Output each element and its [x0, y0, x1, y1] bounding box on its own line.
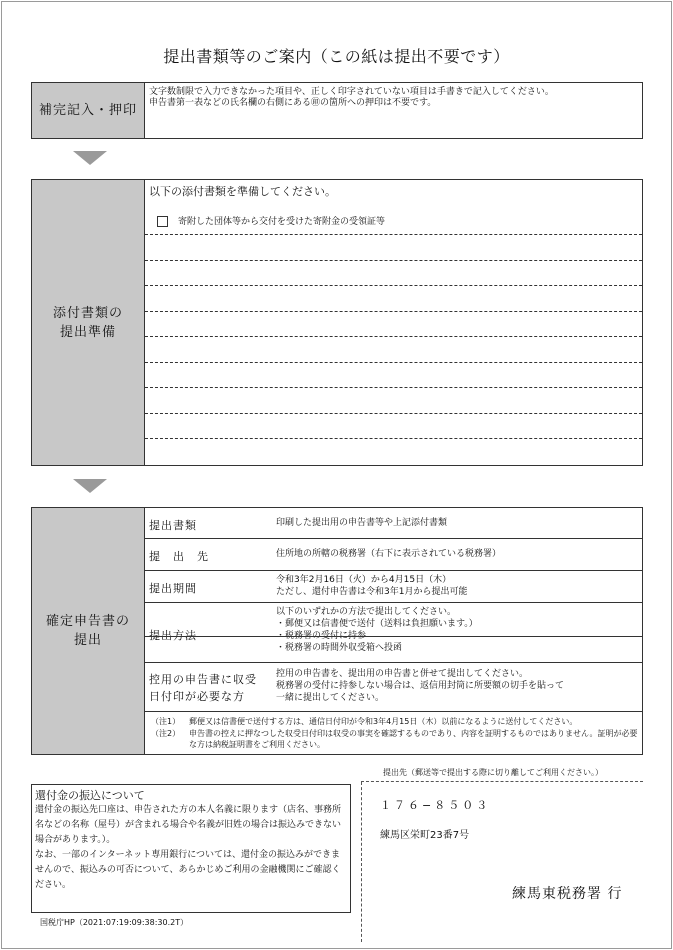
info-row-destination: [145, 539, 642, 571]
supplement-section: [31, 82, 643, 139]
info-row-method: [145, 603, 642, 663]
note-tag: （注2）: [151, 729, 181, 738]
row-label: 日付印が必要な方: [149, 690, 245, 703]
row-label: 提出方法: [149, 629, 197, 642]
refund-title: 還付金の振込について: [35, 789, 145, 802]
row-label: 提出書類: [149, 519, 197, 532]
supplement-label: 補完記入・押印: [32, 83, 145, 138]
info-row-receipt-stamp: [145, 663, 642, 712]
row-value: 印刷した提出用の申告書等や上記添付書類: [276, 518, 448, 528]
info-row-period: [145, 571, 642, 603]
attachments-heading: 以下の添付書類を準備してください。: [149, 185, 336, 198]
postal-code: １７６−８５０３: [380, 799, 491, 812]
cut-line: [361, 781, 643, 782]
row-value: ただし、還付申告書は令和3年1月から提出可能: [276, 587, 468, 597]
attachments-label: 添付書類の 提出準備: [32, 180, 145, 465]
blank-line: [145, 234, 642, 235]
mail-note: 提出先（郵送等で提出する際に切り離してご利用ください。）: [383, 768, 603, 777]
attachment-item-label: 寄附した団体等から交付を受けた寄附金の受領証等: [178, 217, 386, 227]
tax-office-name: 練馬東税務署 行: [512, 886, 623, 902]
down-arrow-icon: [73, 479, 107, 493]
row-value: 以下のいずれかの方法で提出してください。: [276, 607, 457, 617]
supplement-line-2: 申告書第一表などの氏名欄の右側にある㊞の箇所への押印は不要です。: [149, 98, 437, 108]
row-label: 提 出 先: [149, 550, 209, 563]
row-value: 一緒に提出してください。: [276, 693, 385, 703]
down-arrow-icon: [73, 151, 107, 165]
refund-notice-box: [31, 784, 351, 913]
row-divider: [145, 636, 642, 637]
cut-line: [361, 782, 362, 942]
submission-label: 確定申告書の 提出: [32, 508, 145, 754]
blank-line: [145, 413, 642, 414]
info-row-documents: [145, 508, 642, 539]
blank-line: [145, 362, 642, 363]
blank-line: [145, 387, 642, 388]
checkbox-icon[interactable]: [157, 216, 168, 227]
row-value: ・郵便又は信書便で送付（送料は負担願います。）: [276, 619, 478, 629]
note-text: 申告書の控えに押なつした収受日付印は収受の事実を確認するものであり、内容を証明するものではありません。証明が必要な方は納税証明書をご利用ください。: [189, 729, 638, 749]
note-text: 郵便又は信書便で送付する方は、通信日付印が令和3年4月15日（木）以前になるように送付してください。: [189, 717, 578, 726]
footer-code: 国税庁HP（2021:07:19:09:38:30.2T）: [40, 918, 189, 927]
row-value: ・税務署の時間外収受箱へ投函: [276, 643, 403, 653]
row-value: 控用の申告書を、提出用の申告書と併せて提出してください。: [276, 669, 529, 679]
attachment-item: [157, 214, 385, 227]
blank-line: [145, 438, 642, 439]
blank-line: [145, 260, 642, 261]
attachments-section: [31, 179, 643, 466]
row-value: ・税務署の受付に持参: [276, 631, 367, 641]
row-value: 住所地の所轄の税務署（右下に表示されている税務署）: [276, 549, 502, 559]
submission-section: [31, 507, 643, 755]
row-value: 税務署の受付に持参しない場合は、返信用封筒に所要額の切手を貼って: [276, 681, 565, 691]
mail-address: 練馬区栄町23番7号: [380, 830, 470, 841]
blank-line: [145, 336, 642, 337]
blank-line: [145, 285, 642, 286]
blank-line: [145, 311, 642, 312]
row-label: 提出期間: [149, 582, 197, 595]
row-value: 令和3年2月16日（火）から4月15日（木）: [276, 575, 452, 585]
supplement-line-1: 文字数制限で入力できなかった項目や、正しく印字されていない項目は手書きで記入してください。: [149, 87, 554, 97]
note-tag: （注1）: [151, 717, 181, 726]
row-label: 控用の申告書に収受: [149, 673, 257, 686]
page-title: 提出書類等のご案内（この紙は提出不要です）: [163, 47, 510, 66]
refund-body: 還付金の振込先口座は、申告された方の本人名義に限ります（店名、事務所名などの名称（屋号）が含まれる場合や名義が旧姓の場合は振込みできない場合があります。）。 なお、一部のインターネット専用銀行については、還付金の振込みができませんので、振込みの可否について、あらかじめご利用の金融機関にご確認ください。: [35, 805, 342, 890]
